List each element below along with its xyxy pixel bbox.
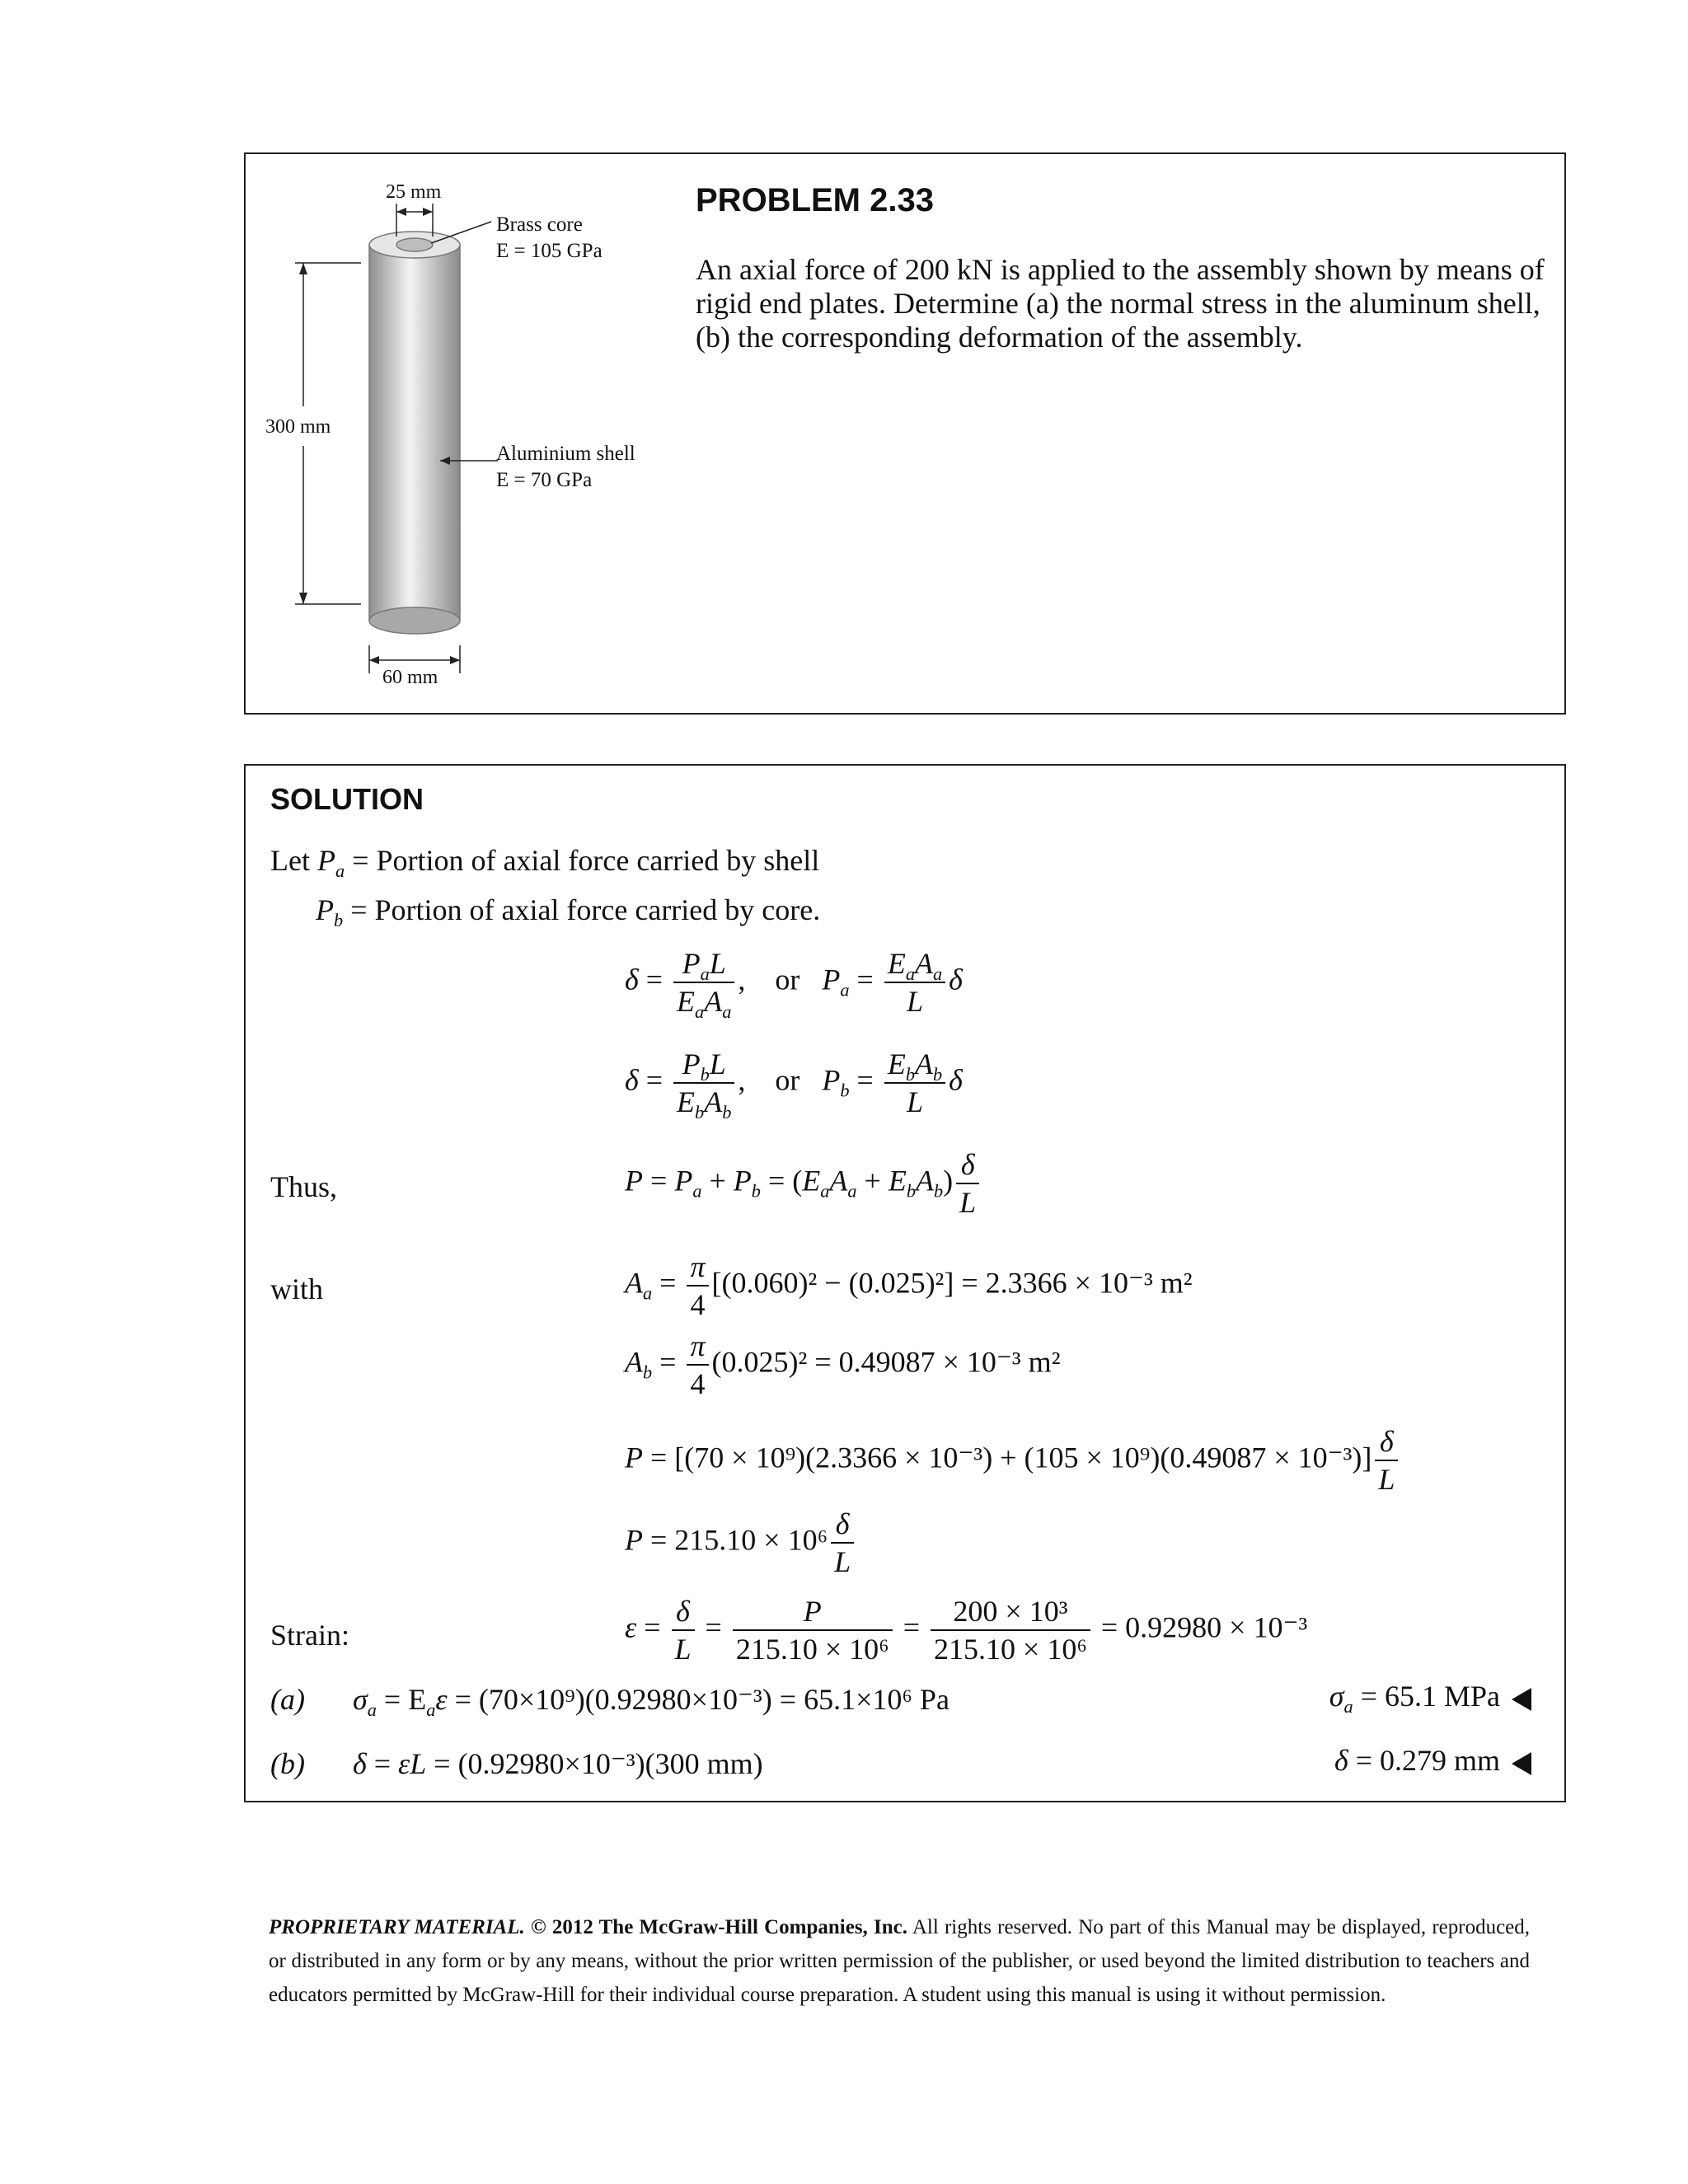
part-b-equation: δ = εL = (0.92980×10⁻³)(300 mm) bbox=[353, 1747, 763, 1780]
eq-p-substitution: P = [(70 × 10⁹)(2.3366 × 10⁻³) + (105 × 10⁹)(0.49087 × 10⁻³)] $\frac{\delta}{L}$ bbox=[625, 1423, 1401, 1497]
shell-modulus: E = 70 GPa bbox=[496, 469, 593, 491]
dim-top-label: 25 mm bbox=[382, 181, 444, 204]
eq-total-force: $P = P_a + P_b = (E_aA_a + E_bA_b)$ $\frac{\delta}{L}$ bbox=[625, 1146, 982, 1221]
strain-label: Strain: bbox=[270, 1619, 349, 1652]
eq-strain: ε = $\frac{\delta}{L}$ = $\frac{P}{\text{215.10 × 10⁶}}$ = $\frac{\text{200 × 10³}}{\text{215.10 × 10⁶}}$ = 0.92980 × 10⁻³ bbox=[625, 1595, 1308, 1666]
problem-statement-2: rigid end plates. Determine (a) the normal stress in the aluminum shell, bbox=[696, 287, 1540, 320]
core-modulus: E = 105 GPa bbox=[496, 240, 603, 262]
pa-definition: Let $P_a$ = Portion of axial force carried by shell bbox=[270, 844, 820, 882]
with-label: with bbox=[270, 1272, 324, 1305]
problem-box bbox=[244, 152, 1566, 715]
eq-area-shell: $A_a$ = $\frac{\pi}{4}$ [(0.060)² − (0.025)²] = 2.3366 × 10⁻³ m² bbox=[625, 1250, 1193, 1321]
brass-core bbox=[396, 238, 433, 251]
answer-marker-icon bbox=[1512, 1688, 1531, 1711]
solution-box bbox=[244, 764, 1566, 1802]
cylinder-bottom bbox=[369, 607, 460, 634]
eq-delta-shell: δ = $\frac{P_aL}{E_aA_a}$ , or $P_a$ = $\frac{E_aA_a}{L}$ δ bbox=[625, 947, 963, 1023]
aluminium-shell bbox=[369, 245, 460, 621]
problem-statement-1: An axial force of 200 kN is applied to the assembly shown by means of bbox=[696, 253, 1545, 286]
pb-definition: $P_b$ = Portion of axial force carried by core. bbox=[316, 893, 821, 931]
copyright-footer: PROPRIETARY MATERIAL. © 2012 The McGraw-Hill Companies, Inc. All rights reserved. No part of this Manual may be displayed, reproduced, or distributed in any form or by any means, without the prior written permission of the publisher, or used beyond the limited distribution to teachers and educators permitted by McGraw-Hill for their individual course preparation. A student using this manual is using it without permission. bbox=[269, 1916, 1531, 2006]
answer-marker-icon bbox=[1512, 1752, 1531, 1775]
part-a-label: (a) bbox=[270, 1683, 305, 1716]
eq-p-result: P = 215.10 × 10⁶ $\frac{\delta}{L}$ bbox=[625, 1506, 857, 1580]
part-b-label: (b) bbox=[270, 1747, 305, 1780]
dim-height-label: 300 mm bbox=[265, 416, 331, 438]
eq-area-core: $A_b$ = $\frac{\pi}{4}$ (0.025)² = 0.49087 × 10⁻³ m² bbox=[625, 1329, 1061, 1400]
shell-label: Aluminium shell bbox=[496, 443, 635, 465]
solution-title: SOLUTION bbox=[270, 782, 424, 816]
thus-label: Thus, bbox=[270, 1170, 337, 1203]
part-a-equation: $\sigma_a = E_a\varepsilon = (70\times 10^9)(0.92980\times 10^{-3}) = 65.1\times 10^6$ Pa bbox=[353, 1683, 950, 1721]
dim-bottom-label: 60 mm bbox=[382, 667, 438, 688]
eq-delta-core: δ = $\frac{P_bL}{E_bA_b}$ , or $P_b$ = $\frac{E_bA_b}{L}$ δ bbox=[625, 1047, 963, 1123]
core-label: Brass core bbox=[496, 213, 583, 236]
part-a-answer: $\sigma_a = 65.1$ MPa bbox=[1329, 1679, 1531, 1713]
problem-title: PROBLEM 2.33 bbox=[696, 182, 934, 218]
problem-statement-3: (b) the corresponding deformation of the assembly. bbox=[696, 321, 1303, 354]
part-b-answer: δ = 0.279 mm bbox=[1334, 1743, 1531, 1778]
